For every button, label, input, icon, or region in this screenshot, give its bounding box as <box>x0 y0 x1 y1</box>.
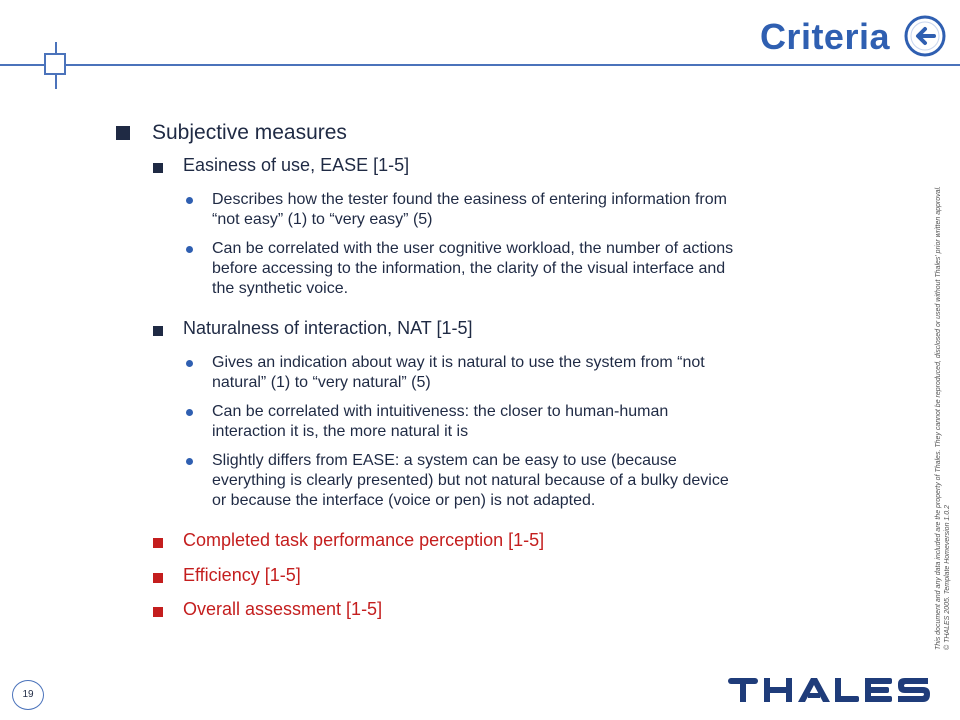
bullet-line: “not easy” (1) to “very easy” (5) <box>212 211 433 228</box>
bullet-line: Slightly differs from EASE: a system can be easy to use (because <box>212 452 677 469</box>
bullet-line: Gives an indication about way it is natural to use the system from “not <box>212 354 705 371</box>
dot-bullet-icon <box>186 246 193 253</box>
item-label: Naturalness of interaction, NAT [1-5] <box>183 318 473 338</box>
dot-bullet-icon <box>186 458 193 465</box>
page-number: 19 <box>12 680 44 710</box>
square-bullet-icon <box>153 607 163 617</box>
copyright-line: This document and any data included are the property of Thales. They cannot be reproduced, disclosed or used without Thales' prior written approval. <box>935 186 942 650</box>
dot-bullet-icon <box>186 409 193 416</box>
page-title: Criteria <box>759 16 890 57</box>
bullet-line: Can be correlated with intuitiveness: the closer to human-human <box>212 403 669 420</box>
bullet-line: or because the interface (voice or pen) is not adapted. <box>212 492 596 509</box>
dot-bullet-icon <box>186 197 193 204</box>
thales-logo <box>728 674 932 706</box>
bullet-line: before accessing to the information, the clarity of the visual interface and <box>212 260 726 277</box>
bullet-line: natural” (1) to “very natural” (5) <box>212 374 431 391</box>
square-bullet-icon <box>153 163 163 173</box>
square-bullet-icon <box>153 573 163 583</box>
item-label: Completed task performance perception [1-5] <box>183 530 545 550</box>
bullet-line: everything is clearly presented) but not natural because of a bulky device <box>212 472 729 489</box>
bullet-line: the synthetic voice. <box>212 280 349 297</box>
square-bullet-icon <box>116 126 130 140</box>
bullet-line: Can be correlated with the user cognitive workload, the number of actions <box>212 240 734 257</box>
item-label: Overall assessment [1-5] <box>183 599 383 619</box>
item-label: Easiness of use, EASE [1-5] <box>183 155 410 175</box>
bullet-line: interaction it is, the more natural it is <box>212 423 469 440</box>
section-heading: Subjective measures <box>152 121 347 144</box>
square-bullet-icon <box>153 538 163 548</box>
item-label: Efficiency [1-5] <box>183 565 301 585</box>
square-bullet-icon <box>153 326 163 336</box>
bullet-line: Describes how the tester found the easiness of entering information from <box>212 191 727 208</box>
copyright-notice <box>934 186 952 650</box>
copyright-line: © THALES 2005. Template Homeversion 1.0.2 <box>944 505 951 650</box>
dot-bullet-icon <box>186 360 193 367</box>
